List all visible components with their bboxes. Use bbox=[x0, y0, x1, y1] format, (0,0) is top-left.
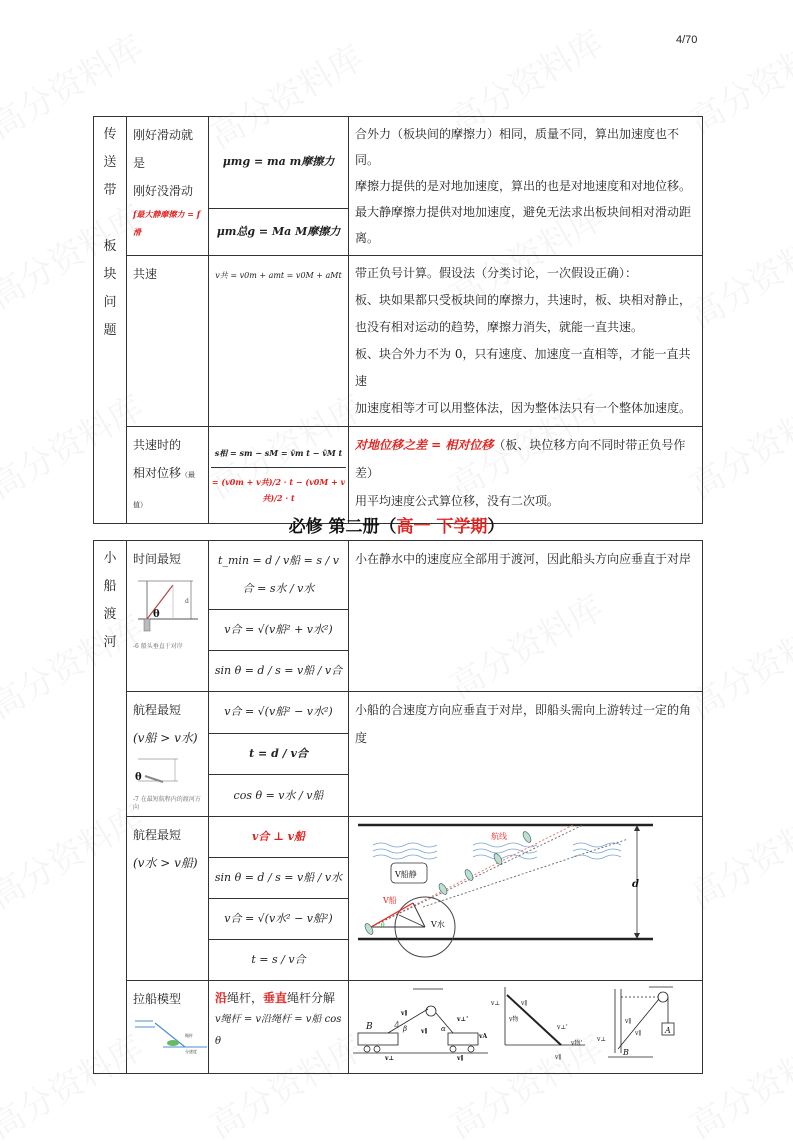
topic-cell bbox=[127, 117, 209, 256]
topic-cell bbox=[127, 817, 209, 981]
formula-text: t = s / v合 bbox=[251, 953, 306, 966]
svg-text:v∥: v∥ bbox=[457, 1055, 464, 1061]
title-text: ） bbox=[487, 517, 505, 537]
notes-cell bbox=[349, 427, 703, 524]
topic-text: 共速 bbox=[133, 267, 158, 281]
topic-text: 航程最短 bbox=[133, 828, 182, 842]
note-line: 也没有相对运动的趋势，摩擦力消失，就能一直共速。 bbox=[355, 320, 644, 334]
svg-text:v物': v物' bbox=[571, 1040, 583, 1047]
topic-cell bbox=[127, 541, 209, 692]
category-cell bbox=[94, 117, 127, 524]
notes-cell bbox=[349, 692, 703, 817]
svg-text:v⊥: v⊥ bbox=[385, 1055, 395, 1061]
condition-text: (v水 > v船) bbox=[133, 856, 198, 870]
spacer bbox=[100, 205, 120, 233]
formula-text: v合 ⊥ v船 bbox=[251, 830, 305, 843]
formula-red: 沿 bbox=[215, 991, 228, 1005]
note-line: 合外力（板块间的摩擦力）相同，质量不同，算出加速度也不同。 bbox=[355, 127, 680, 167]
condition-text: (v船 > v水) bbox=[133, 731, 198, 745]
note-line: （板、块位移方向不同时带正负号作差） bbox=[355, 438, 686, 480]
river-crossing-table bbox=[93, 540, 703, 1074]
note-red: 对地位移之差 = 相对位移 bbox=[355, 438, 494, 452]
category-char: 块 bbox=[103, 267, 117, 282]
svg-text:B: B bbox=[623, 1048, 629, 1057]
topic-cell bbox=[127, 692, 209, 817]
note-line: 加速度相等才可以用整体法，因为整体法只有一个整体加速度。 bbox=[355, 401, 692, 415]
topic-text: 刚好没滑动 bbox=[133, 184, 194, 198]
category-char: 河 bbox=[103, 635, 117, 650]
formula-cell bbox=[209, 981, 349, 1074]
svg-text:v⊥': v⊥' bbox=[557, 1024, 568, 1031]
svg-text:v∥: v∥ bbox=[521, 1000, 528, 1007]
formula-text: t = d / v合 bbox=[249, 746, 308, 760]
formula-cell bbox=[209, 208, 349, 255]
notes-cell bbox=[349, 541, 703, 692]
formula-cell bbox=[209, 610, 349, 651]
category-cell bbox=[94, 541, 127, 1074]
diagram-cell bbox=[349, 981, 703, 1074]
note-line: 板、块如果都只受板块间的摩擦力，共速时，板、块相对静止， bbox=[355, 293, 692, 307]
formula-text: v合 = √(v船² + v水²) bbox=[224, 623, 333, 636]
topic-red-formula: f最大静摩擦力 = f滑 bbox=[133, 209, 201, 237]
river-crossing-diagram bbox=[353, 819, 693, 959]
route-shortest-figure bbox=[133, 756, 203, 786]
svg-text:A: A bbox=[665, 1026, 671, 1035]
notes-cell bbox=[349, 256, 703, 427]
formula-text: cos θ = v水 / v船 bbox=[233, 788, 324, 802]
formula-cell bbox=[209, 733, 349, 775]
formula-cell bbox=[209, 817, 349, 858]
formula-text: μmg = ma m摩擦力 bbox=[222, 155, 335, 169]
category-char: 小 bbox=[103, 551, 117, 566]
note-line: 摩擦力提供的是对地加速度，算出的也是对地速度和对地位移。 bbox=[355, 179, 692, 193]
svg-text:θ: θ bbox=[381, 922, 385, 929]
formula-text: = (v0m + v共)/2 · t − (v0M + v共)/2 · t bbox=[211, 476, 346, 503]
title-red-text: 高一 下学期 bbox=[396, 517, 488, 537]
category-char: 问 bbox=[103, 295, 117, 310]
svg-text:v∥: v∥ bbox=[401, 1010, 408, 1017]
svg-text:d: d bbox=[185, 598, 189, 605]
topic-cell bbox=[127, 427, 209, 524]
note-line: 小在静水中的速度应全部用于渡河，因此船头方向应垂直于对岸 bbox=[355, 552, 692, 566]
svg-text:θ: θ bbox=[153, 609, 160, 620]
formula-cell bbox=[209, 117, 349, 209]
note-line: 板、块合外力不为 0，只有速度、加速度一直相等，才能一直共速 bbox=[355, 347, 691, 388]
svg-text:vA: vA bbox=[479, 1033, 488, 1040]
topic-cell bbox=[127, 256, 209, 427]
figure-caption: -6 船头垂直于对岸 bbox=[133, 643, 183, 650]
svg-text:v∥: v∥ bbox=[555, 1054, 562, 1061]
formula-cell bbox=[209, 541, 349, 610]
svg-text:v∥: v∥ bbox=[421, 1028, 428, 1035]
svg-text:分速度: 分速度 bbox=[185, 1049, 197, 1054]
note-line: 度 bbox=[355, 731, 368, 745]
svg-text:v物: v物 bbox=[509, 1016, 519, 1023]
pull-boat-diagrams bbox=[353, 983, 697, 1061]
formula-cell bbox=[209, 651, 349, 692]
svg-text:v∥: v∥ bbox=[625, 1018, 632, 1025]
page-number-footer: 4 bbox=[394, 1020, 400, 1031]
formula-cell bbox=[209, 775, 349, 817]
note-line: 最大静摩擦力提供对地加速度，避免无法求出板块间相对滑动距离。 bbox=[355, 205, 692, 245]
category-char: 带 bbox=[103, 183, 117, 198]
pull-boat-figure bbox=[133, 1013, 207, 1057]
topic-text: 拉船模型 bbox=[133, 992, 182, 1006]
svg-text:α: α bbox=[441, 1025, 446, 1033]
category-char: 船 bbox=[103, 579, 117, 594]
title-text: 必修 第二册（ bbox=[288, 517, 397, 537]
formula-text: v合 = √(v水² − v船²) bbox=[224, 912, 333, 925]
topic-text: 航程最短 bbox=[133, 703, 182, 717]
formula-text: v合 = √(v船² − v水²) bbox=[224, 705, 333, 719]
note-line: 小船的合速度方向应垂直于对岸，即船头需向上游转过一定的角 bbox=[355, 703, 692, 717]
category-char: 送 bbox=[103, 155, 117, 170]
svg-text:v⊥': v⊥' bbox=[457, 1016, 469, 1023]
topic-text: 共速时的 bbox=[133, 438, 182, 452]
svg-text:V水: V水 bbox=[431, 920, 445, 929]
svg-text:V船静: V船静 bbox=[395, 870, 417, 879]
svg-text:β: β bbox=[403, 1025, 408, 1033]
formula-text: sin θ = d / s = v船 / v水 bbox=[214, 871, 343, 884]
time-shortest-figure bbox=[133, 577, 203, 633]
topic-text: 刚好滑动就是 bbox=[133, 128, 194, 170]
formula-text: 绳杆分解 bbox=[287, 991, 336, 1005]
page-indicator: 4/70 bbox=[676, 34, 698, 46]
note-line: 用平均速度公式算位移，没有二次项。 bbox=[355, 494, 560, 508]
svg-text:v∥: v∥ bbox=[635, 1030, 642, 1037]
formula-cell bbox=[209, 427, 349, 524]
topic-text: 时间最短 bbox=[133, 552, 182, 566]
category-char: 板 bbox=[103, 239, 117, 254]
section-title bbox=[0, 512, 793, 537]
svg-text:v⊥: v⊥ bbox=[597, 1036, 607, 1043]
formula-cell bbox=[209, 858, 349, 899]
svg-text:V船: V船 bbox=[383, 896, 397, 905]
svg-text:θ: θ bbox=[135, 772, 142, 783]
formula-text: v共 = v0m + amt = v0M + aMt bbox=[215, 271, 342, 280]
svg-text:绳杆: 绳杆 bbox=[185, 1033, 193, 1038]
formula-cell bbox=[209, 899, 349, 940]
category-char: 传 bbox=[103, 127, 117, 142]
figure-caption: -7 在最短航程内的渡河方向 bbox=[133, 796, 201, 811]
category-char: 渡 bbox=[103, 607, 117, 622]
svg-text:d: d bbox=[632, 879, 639, 890]
formula-text: s相 = sm − sM = v̄m t − v̄M t bbox=[211, 439, 346, 468]
formula-text: sin θ = d / s = v船 / v合 bbox=[214, 664, 343, 677]
formula-cell bbox=[209, 692, 349, 734]
topic-small-note: （最值） bbox=[133, 471, 196, 509]
category-char: 题 bbox=[103, 323, 117, 338]
note-line: 带正负号计算。假设法（分类讨论，一次假设正确）： bbox=[355, 266, 638, 280]
conveyor-board-block-table bbox=[93, 116, 703, 524]
formula-text: 绳杆， bbox=[227, 991, 264, 1005]
formula-text: μm总g = Ma M摩擦力 bbox=[216, 224, 341, 238]
formula-text: t_min = d / v船 = s / v合 = s水 / v水 bbox=[218, 554, 339, 595]
formula-cell bbox=[209, 940, 349, 981]
svg-text:B: B bbox=[366, 1022, 373, 1032]
svg-text:v⊥: v⊥ bbox=[491, 1000, 501, 1007]
topic-text: 相对位移 bbox=[133, 466, 182, 480]
topic-cell bbox=[127, 981, 209, 1074]
formula-red: 垂直 bbox=[263, 991, 288, 1005]
svg-text:航线: 航线 bbox=[491, 832, 507, 841]
notes-cell bbox=[349, 117, 703, 256]
diagram-cell bbox=[349, 817, 703, 981]
formula-text: v绳杆 = v沿绳杆 = v船 cos θ bbox=[215, 1014, 342, 1047]
formula-cell bbox=[209, 256, 349, 427]
